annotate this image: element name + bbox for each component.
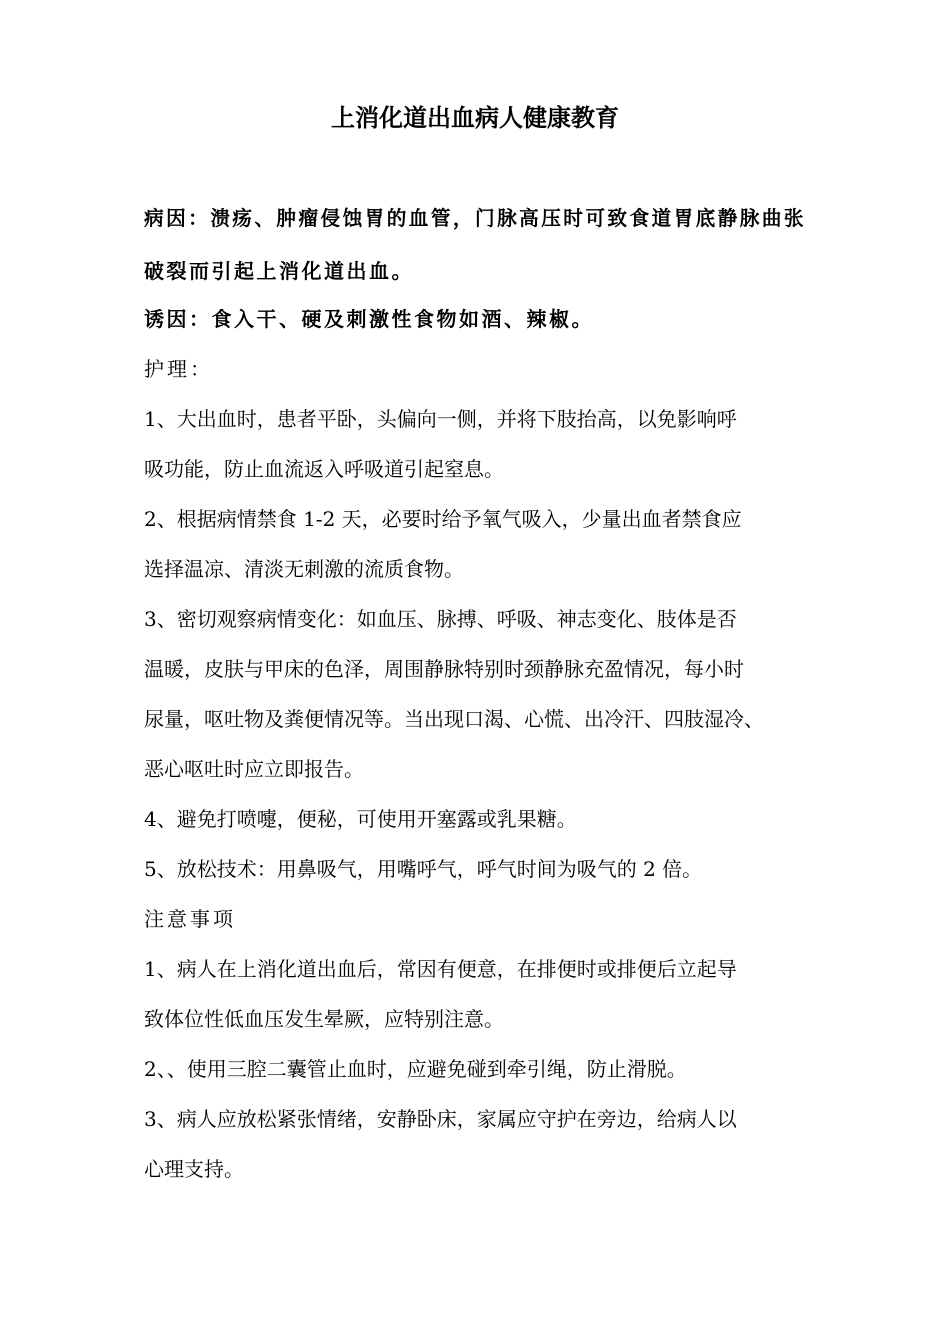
notes-item-3-line-1: 3、病人应放松紧张情绪，安静卧床，家属应守护在旁边，给病人以 xyxy=(144,1107,737,1131)
nursing-item-1-line-2: 吸功能，防止血流返入呼吸道引起窒息。 xyxy=(144,457,504,481)
notes-item-1-line-1: 1、病人在上消化道出血后，常因有便意，在排便时或排便后立起导 xyxy=(144,957,737,981)
nursing-item-4: 4、避免打喷嚏，便秘，可使用开塞露或乳果糖。 xyxy=(144,807,577,831)
nursing-item-3-line-3: 尿量，呕吐物及粪便情况等。当出现口渴、心慌、出冷汗、四肢湿冷、 xyxy=(144,707,764,731)
nursing-item-3-line-1: 3、密切观察病情变化：如血压、脉搏、呼吸、神志变化、肢体是否 xyxy=(144,607,737,631)
notes-item-2: 2、、使用三腔二囊管止血时，应避免碰到牵引绳，防止滑脱。 xyxy=(144,1057,687,1081)
nursing-heading: 护理： xyxy=(144,357,213,381)
cause-line-2: 破裂而引起上消化道出血。 xyxy=(144,259,414,283)
trigger-line: 诱因：食入干、硬及刺激性食物如酒、辣椒。 xyxy=(144,307,594,331)
cause-line-1: 病因：溃疡、肿瘤侵蚀胃的血管，门脉高压时可致食道胃底静脉曲张 xyxy=(144,206,806,230)
nursing-item-3-line-2: 温暖，皮肤与甲床的色泽，周围静脉特别时颈静脉充盈情况，每小时 xyxy=(144,657,744,681)
notes-item-1-line-2: 致体位性低血压发生晕厥，应特别注意。 xyxy=(144,1007,504,1031)
notes-heading: 注意事项 xyxy=(144,907,236,931)
notes-item-3-line-2: 心理支持。 xyxy=(144,1157,244,1181)
nursing-item-2-line-2: 选择温凉、清淡无刺激的流质食物。 xyxy=(144,557,464,581)
nursing-item-2-line-1: 2、根据病情禁食 1-2 天，必要时给予氧气吸入，少量出血者禁食应 xyxy=(144,507,742,531)
nursing-item-5: 5、放松技术：用鼻吸气，用嘴呼气，呼气时间为吸气的 2 倍。 xyxy=(144,857,703,881)
document-title: 上消化道出血病人健康教育 xyxy=(331,103,619,132)
nursing-item-3-line-4: 恶心呕吐时应立即报告。 xyxy=(144,757,364,781)
nursing-item-1-line-1: 1、大出血时，患者平卧，头偏向一侧，并将下肢抬高，以免影响呼 xyxy=(144,407,737,431)
